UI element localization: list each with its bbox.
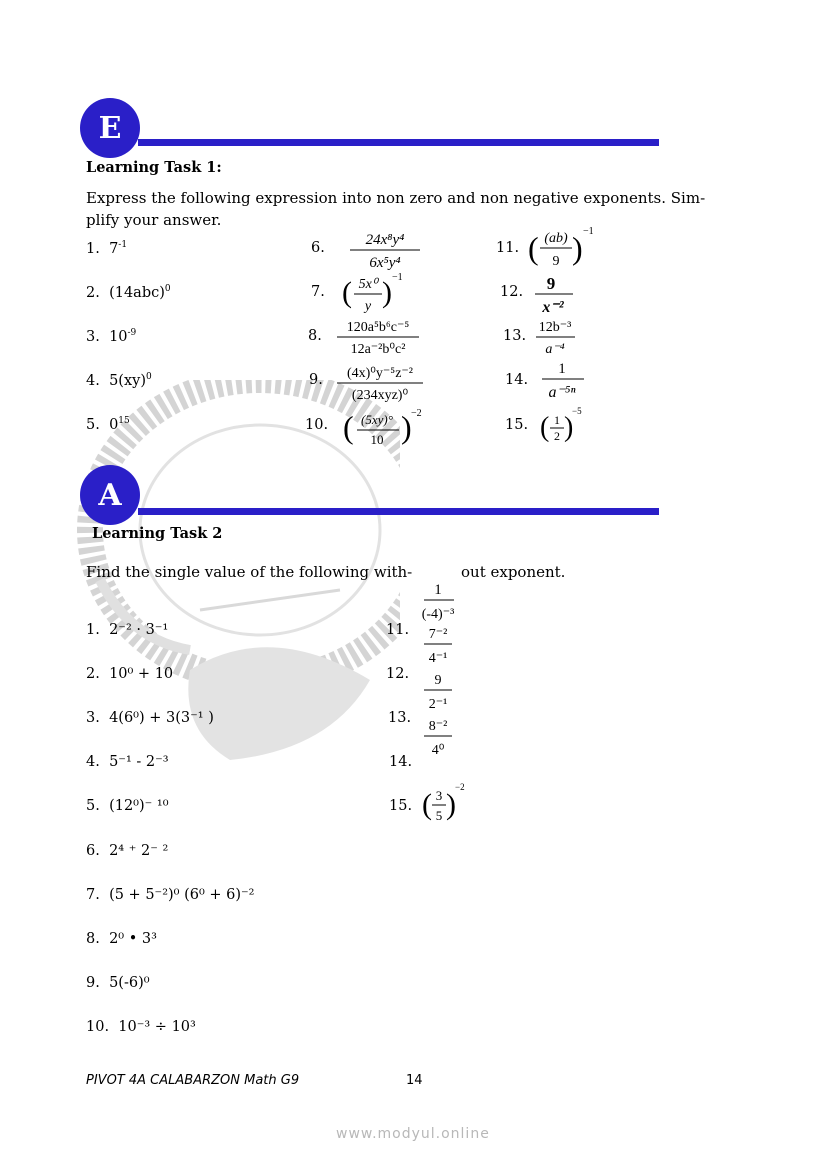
expr-11-numerator: (ab) xyxy=(544,231,568,246)
expr-15 xyxy=(540,404,585,448)
learning-task-1-title: Learning Task 1: xyxy=(86,159,222,176)
task1-num-9: 9. xyxy=(309,372,323,388)
watermark-url: www.modyul.online xyxy=(336,1126,490,1142)
expr-8 xyxy=(333,315,423,359)
task1-num-13: 13. xyxy=(503,328,527,344)
expr-f14-denominator: 4⁰ xyxy=(431,743,445,758)
expr-13-numerator: 12b⁻³ xyxy=(538,320,572,335)
task1-num-11: 11. xyxy=(496,240,520,256)
task2-item-9: 9. 5(-6)⁰ xyxy=(86,975,150,991)
expr-f15-denominator: 5 xyxy=(435,808,443,823)
expr-15-exponent: −5 xyxy=(572,406,582,416)
task1-item-3: 3. $10^{-9}$ xyxy=(86,328,137,345)
task1-num-12: 12. xyxy=(500,284,524,300)
expr-f14 xyxy=(418,714,462,760)
expr-f15 xyxy=(422,780,468,826)
task1-num-10: 10. xyxy=(305,417,329,433)
page-number: 14 xyxy=(406,1073,423,1088)
expr-f11-numerator: 1 xyxy=(434,582,442,598)
task1-item-5: 5. $0^{15}$ xyxy=(86,416,130,433)
task-1-instruction xyxy=(86,187,706,231)
task2-item-10: 10. 10⁻³ ÷ 10³ xyxy=(86,1019,196,1035)
expr-7 xyxy=(340,270,410,318)
expr-14 xyxy=(540,357,590,403)
svg-text:): ) xyxy=(382,276,392,309)
task2-num-12: 12. xyxy=(386,666,410,682)
task1-item-1: 1. $7^{-1}$ xyxy=(86,240,128,257)
expr-8-denominator: 12a⁻²b⁰c² xyxy=(350,342,406,357)
task1-num-14: 14. xyxy=(505,372,529,388)
svg-text:): ) xyxy=(446,788,456,821)
svg-text:(: ( xyxy=(343,409,354,445)
expr-f15-exponent: −2 xyxy=(455,782,465,792)
task2-item-1: 1. 2⁻² · 3⁻¹ xyxy=(86,622,169,638)
task1-item-4: 4. 5(xy)$^0$ xyxy=(86,372,152,389)
task1-num-15: 15. xyxy=(505,417,529,433)
expr-10-exponent: −2 xyxy=(411,408,422,419)
expr-9-denominator: (234xyz)⁰ xyxy=(351,388,409,403)
expr-7-numerator: 5x⁰ xyxy=(358,277,378,292)
expr-12-numerator: 9 xyxy=(546,274,556,293)
expr-15-numerator: 1 xyxy=(554,413,560,427)
expr-14-numerator: 1 xyxy=(558,361,566,377)
expr-11 xyxy=(528,225,598,273)
expr-13-denominator: a⁻⁴ xyxy=(545,342,565,357)
task2-item-7: 7. (5 + 5⁻²)⁰ (6⁰ + 6)⁻² xyxy=(86,887,255,903)
task2-num-11: 11. xyxy=(386,622,410,638)
expr-f11-denominator: (-4)⁻³ xyxy=(421,607,455,622)
expr-12-denominator: x⁻² xyxy=(542,299,564,316)
svg-text:(: ( xyxy=(422,788,432,821)
expr-10 xyxy=(343,404,433,450)
task-2-instruction-right: out exponent. xyxy=(461,563,566,581)
task2-item-2: 2. 10⁰ + 10 xyxy=(86,666,174,682)
expr-9-numerator: (4x)⁰y⁻⁵z⁻² xyxy=(346,366,414,381)
expr-f13 xyxy=(418,668,462,714)
expr-11-denominator: 9 xyxy=(552,254,560,269)
footer-title: PIVOT 4A CALABARZON Math G9 xyxy=(86,1073,300,1088)
learning-task-2-title: Learning Task 2 xyxy=(92,525,223,542)
expr-f12-denominator: 4⁻¹ xyxy=(428,651,448,666)
expr-f13-numerator: 9 xyxy=(434,673,442,688)
expr-7-denominator: y xyxy=(364,299,372,314)
section-e-divider xyxy=(138,139,659,146)
section-a-divider xyxy=(138,508,659,515)
task1-num-6: 6. xyxy=(311,240,325,256)
expr-f13-denominator: 2⁻¹ xyxy=(428,697,448,712)
expr-12 xyxy=(533,270,583,316)
expr-7-exponent: −1 xyxy=(392,272,403,283)
expr-9 xyxy=(333,360,428,404)
expr-8-numerator: 120a⁵b⁶c⁻⁵ xyxy=(346,320,410,335)
svg-text:(: ( xyxy=(540,412,550,443)
svg-text:(: ( xyxy=(342,276,352,309)
expr-f14-numerator: 8⁻² xyxy=(428,719,448,734)
task2-num-15: 15. xyxy=(389,798,413,814)
task-1-instruction-line1: Express the following expression into non zero and non negative exponents. Sim- xyxy=(86,189,706,207)
task2-item-6: 6. 2⁴ ⁺ 2⁻ ² xyxy=(86,843,169,859)
task2-num-13: 13. xyxy=(388,710,412,726)
svg-text:(: ( xyxy=(528,230,539,266)
expr-f11 xyxy=(418,578,462,622)
section-a-badge xyxy=(80,465,140,525)
task2-item-3: 3. 4(6⁰) + 3(3⁻¹ ) xyxy=(86,710,214,726)
expr-f15-numerator: 3 xyxy=(435,788,443,803)
task-2-instruction-left: Find the single value of the following with- xyxy=(86,563,413,581)
expr-f12-numerator: 7⁻² xyxy=(428,627,448,642)
expr-6-denominator: 6x⁵y⁴ xyxy=(369,255,401,271)
task-1-instruction-line2: plify your answer. xyxy=(86,211,222,229)
task1-num-8: 8. xyxy=(308,328,322,344)
task2-item-4: 4. 5⁻¹ - 2⁻³ xyxy=(86,754,169,770)
expr-6-numerator: 24x⁸y⁴ xyxy=(365,232,405,248)
section-e-badge xyxy=(80,98,140,158)
section-a-letter: A xyxy=(98,477,122,513)
expr-10-denominator: 10 xyxy=(370,432,384,447)
task2-item-8: 8. 2⁰ • 3³ xyxy=(86,931,157,947)
task1-item-2: 2. $(14abc)^0$ xyxy=(86,284,171,301)
svg-text:): ) xyxy=(572,230,583,266)
task1-num-7: 7. xyxy=(311,284,325,300)
expr-10-numerator: (5xy)° xyxy=(361,412,393,427)
task2-num-14: 14. xyxy=(389,754,413,770)
svg-text:): ) xyxy=(564,412,574,443)
task2-item-5: 5. (12⁰)⁻ ¹⁰ xyxy=(86,798,169,814)
svg-text:): ) xyxy=(401,409,412,445)
expr-15-denominator: 2 xyxy=(554,429,560,443)
section-e-letter: E xyxy=(98,110,122,146)
expr-f12 xyxy=(418,622,462,668)
expr-13 xyxy=(533,315,583,359)
expr-14-denominator: a⁻⁵ⁿ xyxy=(548,384,576,401)
expr-11-exponent: −1 xyxy=(583,226,594,237)
expr-6 xyxy=(345,226,425,272)
